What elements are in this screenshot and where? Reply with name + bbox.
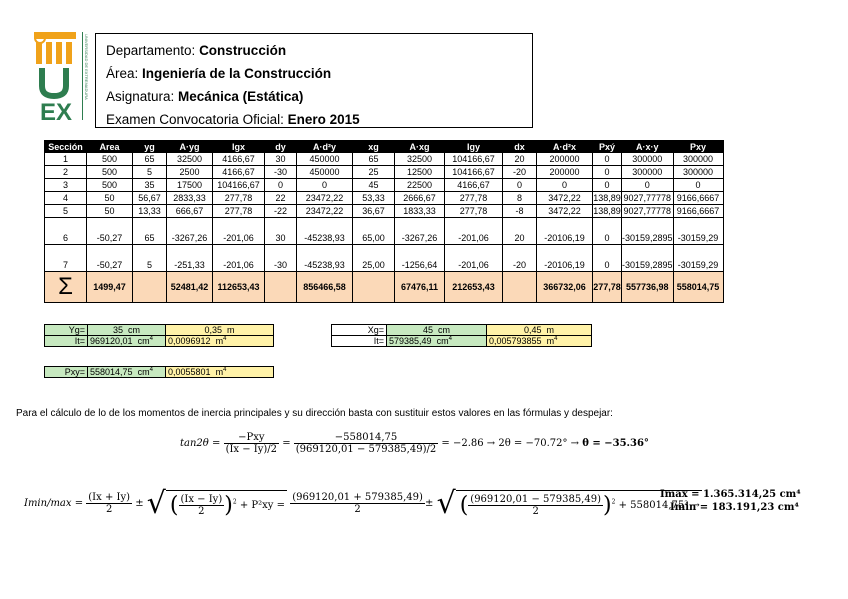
table-cell: 450000 [297, 153, 353, 166]
table-cell: -201,06 [213, 245, 265, 272]
sum-cell: 52481,42 [167, 272, 213, 303]
logo-vertical-text: UNIVERSIDAD DE EXTREMADURA [84, 34, 89, 100]
table-cell: 2500 [167, 166, 213, 179]
sum-cell: 1499,47 [87, 272, 133, 303]
table-cell: -30159,2895 [622, 245, 674, 272]
table-cell: 138,89 [593, 193, 621, 203]
yg-m: 0,35 m [166, 325, 274, 336]
table-cell: 23472,22 [297, 205, 353, 218]
table-cell: 666,67 [167, 205, 213, 218]
area-line: Área: Ingeniería de la Construcción [106, 66, 332, 81]
table-cell: 25,00 [353, 245, 395, 272]
sum-cell [133, 272, 167, 303]
table-cell: 1 [45, 153, 87, 166]
table-cell: -3267,26 [395, 218, 445, 245]
pxy-m: 0,0055801 $m^4$ [166, 367, 274, 378]
table-cell: 2666,67 [395, 192, 445, 205]
table-cell: 2 [45, 166, 87, 179]
table-cell: 13,33 [133, 205, 167, 218]
table-cell: 104166,67 [213, 179, 265, 192]
column-header: A·xg [395, 141, 445, 153]
table-cell: -1256,64 [395, 245, 445, 272]
yg-label: Yg= [45, 325, 88, 336]
table-row [45, 153, 724, 166]
column-header: Sección [45, 141, 87, 153]
table-cell: 0 [673, 179, 723, 192]
iy-m: 0,005793855 $m^4$ [487, 336, 592, 347]
column-header: A·x·y [622, 141, 674, 153]
column-header: A·yg [167, 141, 213, 153]
table-cell: -251,33 [167, 245, 213, 272]
table-cell: 300000 [673, 153, 723, 166]
table-cell: -3267,26 [167, 218, 213, 245]
table-cell: -20 [503, 166, 537, 179]
table-cell: -50,27 [87, 218, 133, 245]
table-cell: 0 [593, 153, 622, 166]
table-cell: -30 [265, 245, 297, 272]
table-cell: 500 [87, 179, 133, 192]
table-cell: 23472,22 [297, 192, 353, 205]
table-cell: 56,67 [133, 192, 167, 205]
table-cell: 20 [503, 153, 537, 166]
table-cell: 65 [133, 218, 167, 245]
table-cell: -45238,93 [297, 218, 353, 245]
table-cell: 104166,67 [445, 166, 503, 179]
table-row [45, 218, 724, 245]
table-row [45, 245, 724, 272]
table-cell: 5 [133, 245, 167, 272]
table-cell: 9166,6667 [673, 192, 723, 205]
column-header: A·d²y [297, 141, 353, 153]
table-cell: 20 [503, 218, 537, 245]
inertia-table [44, 140, 724, 303]
pxy-box [44, 366, 274, 378]
iy-label: It= [332, 336, 387, 347]
table-cell: 5 [45, 205, 87, 218]
sum-cell: 277,78 [593, 272, 622, 303]
table-cell: 500 [87, 153, 133, 166]
sum-cell: 557736,98 [622, 272, 674, 303]
table-cell: -201,06 [445, 218, 503, 245]
yg-box [44, 324, 274, 347]
table-cell: -45238,93 [297, 245, 353, 272]
table-cell: 25 [353, 166, 395, 179]
table-cell: 32500 [167, 153, 213, 166]
imax-result: Imax = 1.365.314,25 cm⁴ [660, 489, 801, 500]
table-cell: -8 [503, 205, 537, 218]
table-cell: 450000 [297, 166, 353, 179]
table-cell: 7 [45, 245, 87, 272]
table-cell: 500 [87, 166, 133, 179]
table-cell: 36,67 [353, 205, 395, 218]
sum-cell: 212653,43 [445, 272, 503, 303]
xg-cm: 45 cm [387, 325, 487, 336]
table-cell: 6 [45, 218, 87, 245]
iy-cm: 579385,49 $cm^4$ [387, 336, 487, 347]
principal-results [660, 488, 801, 514]
table-cell: 65,00 [353, 218, 395, 245]
column-header: yg [133, 141, 167, 153]
table-cell: 277,78 [445, 205, 503, 218]
column-header: Igy [445, 141, 503, 153]
sum-cell: 558014,75 [673, 272, 723, 303]
header-box [95, 33, 533, 128]
table-cell: 200000 [537, 153, 593, 166]
table-cell: 4 [45, 192, 87, 205]
table-row [45, 166, 724, 179]
imin-result: Imin = 183.191,23 cm⁴ [670, 502, 799, 513]
xg-box [331, 324, 592, 347]
yg-cm: 35 cm [88, 325, 166, 336]
table-cell: 0 [593, 166, 622, 179]
sum-cell: 112653,43 [213, 272, 265, 303]
sigma-icon: Σ [45, 272, 87, 303]
table-row [45, 179, 724, 192]
table-cell: -30 [265, 166, 297, 179]
column-header: Pxý [593, 141, 622, 153]
table-cell: 5 [133, 166, 167, 179]
table-cell: 0 [593, 179, 622, 192]
table-cell: 17500 [167, 179, 213, 192]
table-cell: 277,78 [445, 192, 503, 205]
ix-cm: 969120,01 $cm^4$ [88, 336, 166, 347]
table-cell: 0 [297, 179, 353, 192]
table-cell: 3 [45, 179, 87, 192]
column-header: Pxy [673, 141, 723, 153]
table-cell: 9166,6667 [673, 205, 723, 218]
column-header: dy [265, 141, 297, 153]
table-cell: 8 [503, 192, 537, 205]
ix-m: 0,0096912 $m^4$ [166, 336, 274, 347]
table-cell: 65 [353, 153, 395, 166]
table-cell: -20106,19 [537, 218, 593, 245]
table-cell: 22500 [395, 179, 445, 192]
exam-line: Examen Convocatoria Oficial: Enero 2015 [106, 112, 360, 127]
sum-cell [503, 272, 537, 303]
table-cell: 0 [593, 245, 622, 272]
department-line: Departamento: Construcción [106, 43, 287, 58]
pxy-label: Pxy= [45, 367, 88, 378]
table-cell: 277,78 [213, 205, 265, 218]
table-cell: -22 [265, 205, 297, 218]
table-cell: 300000 [673, 166, 723, 179]
sum-cell [265, 272, 297, 303]
table-cell: -30159,29 [673, 218, 723, 245]
table-cell: 12500 [395, 166, 445, 179]
table-cell: 65 [133, 153, 167, 166]
ix-label: It= [45, 336, 88, 347]
table-cell: 30 [265, 153, 297, 166]
table-cell: 2833,33 [167, 192, 213, 205]
table-cell: 200000 [537, 166, 593, 179]
table-cell: 300000 [622, 166, 674, 179]
table-cell: 3472,22 [537, 205, 593, 218]
column-header: dx [503, 141, 537, 153]
table-cell: 30 [265, 218, 297, 245]
column-header: Igx [213, 141, 265, 153]
table-cell: 53,33 [353, 192, 395, 205]
table-cell: 277,78 [213, 192, 265, 205]
equation-tan: tan2θ = $\frac{\text{−Pxy}}{(Ix - Iy)/2}$ = $\frac{-558014,75}{(969120,01 - 579385,49)/2}$ = −2.86 → 2θ = −70.72° → θ = −35.36° [180, 432, 649, 455]
table-cell: 300000 [622, 153, 674, 166]
sum-row [45, 272, 724, 303]
equation-principal-moments-2: ± √ ( $\frac{(969120,01 - 579385,49)}{2}$ )$^2$ + 558014,75² → [425, 486, 700, 521]
table-cell: -201,06 [213, 218, 265, 245]
table-cell: -30159,2895 [622, 218, 674, 245]
table-cell: -30159,29 [673, 245, 723, 272]
table-cell: 104166,67 [445, 153, 503, 166]
column-header: xg [353, 141, 395, 153]
sum-cell: 67476,11 [395, 272, 445, 303]
table-cell: -201,06 [445, 245, 503, 272]
table-cell: 3472,22 [537, 192, 593, 205]
table-cell: 50 [87, 205, 133, 218]
table-cell: 4166,67 [445, 179, 503, 192]
theta-result: θ = −35.36° [582, 438, 649, 449]
table-cell: 0 [265, 179, 297, 192]
table-cell: 35 [133, 179, 167, 192]
column-header: Area [87, 141, 133, 153]
intro-text: Para el cálculo de lo de los momentos de inercia principales y su dirección basta con sustituir estos valores en las fórmulas y despejar: [16, 408, 613, 419]
table-cell: 9027,77778 [623, 193, 672, 203]
sum-cell: 366732,06 [537, 272, 593, 303]
table-cell: 32500 [395, 153, 445, 166]
xg-m: 0,45 m [487, 325, 592, 336]
table-cell: -20106,19 [537, 245, 593, 272]
svg-text:EX: EX [40, 99, 73, 125]
table-cell: 0 [503, 179, 537, 192]
table-cell: -20 [503, 245, 537, 272]
table-cell: 138,89 [593, 206, 621, 216]
table-cell: 1833,33 [395, 205, 445, 218]
table-cell: 22 [265, 192, 297, 205]
table-cell: 0 [537, 179, 593, 192]
table-cell: 4166,67 [213, 166, 265, 179]
table-cell: 0 [622, 179, 674, 192]
table-cell: 0 [593, 218, 622, 245]
sum-cell: 856466,58 [297, 272, 353, 303]
column-header: A·d²x [537, 141, 593, 153]
table-cell: 4166,67 [213, 153, 265, 166]
subject-line: Asignatura: Mecánica (Estática) [106, 89, 304, 104]
table-row [45, 192, 724, 205]
table-cell: 50 [87, 192, 133, 205]
table-cell: 9027,77778 [623, 206, 672, 216]
table-row [45, 205, 724, 218]
equation-principal-moments: Imin/max = $\frac{(Ix + Iy)}{2}$ ± √ ( $\frac{(Ix - Iy)}{2}$ )$^2$ + P²xy = $\frac{(969120,01 + 579385,49)}{2}$ [24, 486, 423, 521]
table-cell: 45 [353, 179, 395, 192]
table-cell: -50,27 [87, 245, 133, 272]
table-header [45, 141, 724, 153]
pxy-cm: 558014,75 $cm^4$ [88, 367, 166, 378]
sum-cell [353, 272, 395, 303]
xg-label: Xg= [332, 325, 387, 336]
